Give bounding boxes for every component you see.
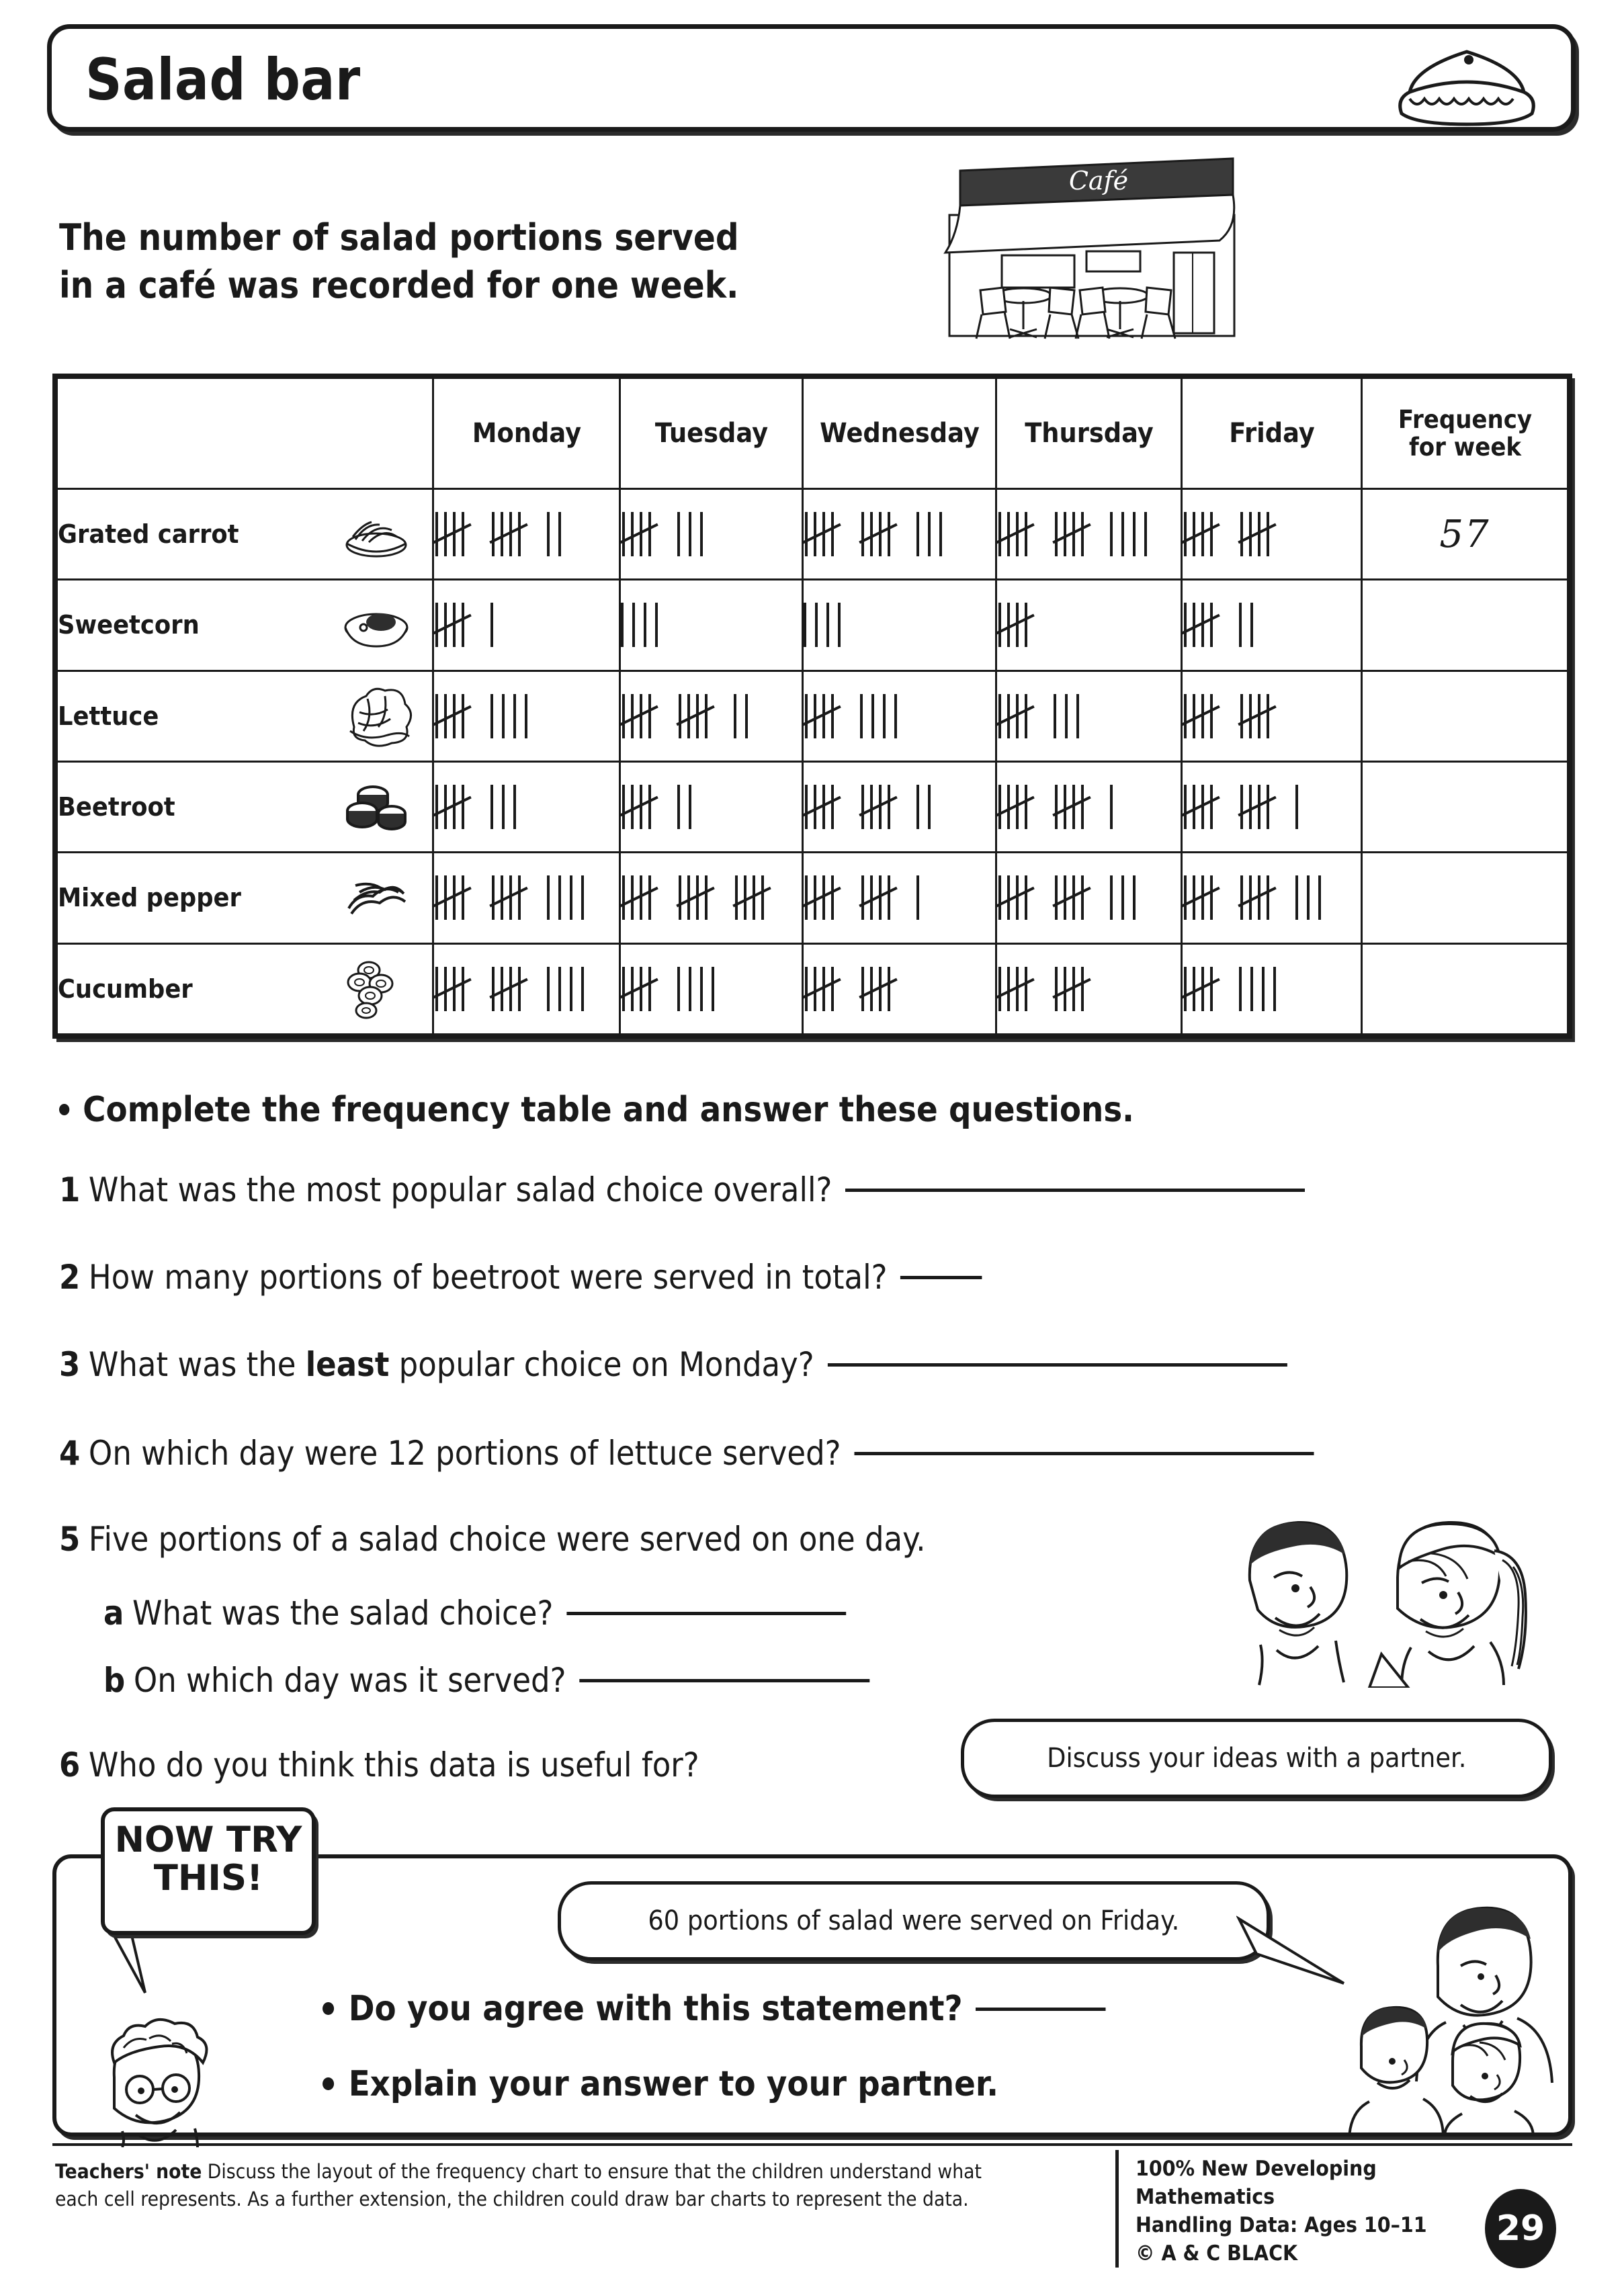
tally-marks: [434, 763, 619, 851]
column-header-frequency: [1370, 378, 1559, 489]
tally-marks: [1183, 490, 1361, 578]
table-row: [57, 580, 1568, 671]
tally-group-of-five: [621, 875, 663, 920]
tally-group-of-five: [621, 785, 663, 829]
now-try-this-bullet-2: [323, 2064, 998, 2104]
tally-marks: [804, 490, 995, 578]
tally-marks: [621, 672, 802, 761]
row-label-cell: [57, 489, 433, 580]
table-body: [57, 489, 1568, 1035]
tally-group-of-five: [1054, 967, 1095, 1011]
tally-singles: [916, 875, 919, 920]
tally-marks: [621, 853, 802, 942]
tally-cell-tuesday[interactable]: [620, 671, 803, 761]
tally-marks: [434, 853, 619, 942]
question-3: [59, 1345, 1287, 1384]
grated-carrot-icon: [339, 503, 413, 565]
tally-cell-wednesday[interactable]: [803, 943, 996, 1034]
now-try-this-answer-line[interactable]: [976, 2008, 1106, 2011]
question-5b-text: On which day was it served?: [133, 1661, 566, 1700]
now-try-this-bullet-1: [323, 1989, 1106, 2029]
column-header-friday: Friday: [1189, 378, 1355, 489]
page-title: Salad bar: [85, 46, 361, 114]
statement-bubble-text: 60 portions of salad were served on Friday.: [648, 1905, 1180, 1936]
tally-singles: [490, 785, 516, 829]
bullet-dot-icon: [59, 1104, 69, 1115]
tally-group-of-five: [1183, 512, 1224, 556]
boy-and-girl-illustration: [1209, 1486, 1572, 1688]
tally-group-of-five: [1239, 785, 1281, 829]
tally-singles: [490, 694, 527, 738]
tally-cell-wednesday[interactable]: [803, 580, 996, 671]
tally-cell-monday[interactable]: [433, 761, 620, 852]
pie-dish-icon: [1390, 34, 1544, 128]
tally-group-of-five: [621, 694, 663, 738]
tally-singles: [1110, 785, 1113, 829]
frequency-cell[interactable]: [1362, 761, 1568, 852]
tally-group-of-five: [490, 967, 532, 1011]
tally-group-of-five: [1183, 967, 1224, 1011]
tally-group-of-five: [434, 603, 476, 647]
publisher-line-1: 100% New Developing Mathematics: [1136, 2157, 1377, 2209]
frequency-header-line-1: Frequency: [1398, 404, 1532, 434]
question-5-text: Five portions of a salad choice were served on one day.: [88, 1520, 926, 1559]
tally-cell-thursday[interactable]: [996, 943, 1182, 1034]
tally-cell-thursday[interactable]: [996, 580, 1182, 671]
frequency-header-line-2: for week: [1408, 433, 1521, 462]
corner-cell: [57, 378, 433, 489]
question-1-number: 1: [59, 1170, 81, 1209]
instruction-line: [59, 1090, 1134, 1130]
tally-marks: [997, 672, 1181, 761]
tally-cell-wednesday[interactable]: [803, 853, 996, 943]
tally-group-of-five: [734, 875, 775, 920]
frequency-table: [52, 374, 1572, 1039]
row-label-cell: [57, 671, 433, 761]
table-header-row: [57, 378, 1568, 489]
question-5a-answer-line[interactable]: [566, 1612, 846, 1615]
question-6-number: 6: [59, 1746, 81, 1784]
cafe-storefront-illustration: [937, 153, 1246, 351]
question-3-text-after: popular choice on Monday?: [389, 1345, 814, 1384]
tally-group-of-five: [804, 512, 845, 556]
tally-marks: [997, 945, 1181, 1033]
question-1: [59, 1170, 1305, 1209]
tally-group-of-five: [804, 967, 845, 1011]
tally-singles: [1110, 875, 1136, 920]
table-row: [57, 943, 1568, 1034]
tally-group-of-five: [997, 512, 1039, 556]
question-4-answer-line[interactable]: [854, 1452, 1314, 1455]
column-header-tuesday: Tuesday: [627, 378, 795, 489]
tally-marks: [434, 490, 619, 578]
teachers-note-text: Discuss the layout of the frequency chart to ensure that the children understand what each cell represents. As a further extension, the children could draw bar charts to represent the data.: [55, 2160, 982, 2211]
question-1-answer-line[interactable]: [845, 1189, 1305, 1192]
tally-group-of-five: [1183, 603, 1224, 647]
tally-cell-friday[interactable]: [1182, 853, 1362, 943]
tally-singles: [1295, 785, 1298, 829]
page-title-bar: [47, 24, 1576, 132]
mixed-pepper-icon: [339, 867, 413, 929]
tally-group-of-five: [860, 967, 902, 1011]
tally-marks: [997, 580, 1181, 669]
question-4-text: On which day were 12 portions of lettuce served?: [88, 1434, 841, 1473]
tally-group-of-five: [860, 875, 902, 920]
intro-text: [59, 214, 845, 310]
tally-singles: [1239, 967, 1276, 1011]
tally-group-of-five: [1239, 512, 1281, 556]
tally-marks: [621, 580, 802, 669]
footer-divider: [52, 2143, 1572, 2146]
tally-marks: [621, 490, 802, 578]
question-3-number: 3: [59, 1345, 81, 1384]
page-number-badge: 29: [1485, 2189, 1556, 2268]
tally-group-of-five: [1054, 512, 1095, 556]
row-label-text: Grated carrot: [58, 519, 239, 550]
tally-cell-friday[interactable]: [1182, 489, 1362, 580]
tally-cell-monday[interactable]: [433, 580, 620, 671]
tally-marks: [434, 945, 619, 1033]
question-5b: [103, 1661, 869, 1700]
tally-group-of-five: [804, 875, 845, 920]
tally-group-of-five: [434, 785, 476, 829]
teachers-note: [55, 2158, 1007, 2213]
row-label-cell: [57, 761, 433, 852]
publisher-line-3: © A & C BLACK: [1136, 2241, 1298, 2266]
now-try-this-tag: [101, 1807, 316, 1935]
row-label-cell: [57, 853, 433, 943]
tally-marks: [804, 853, 995, 942]
tally-cell-friday[interactable]: [1182, 580, 1362, 671]
question-2-text: How many portions of beetroot were served in total?: [88, 1258, 888, 1297]
discuss-bubble-text: Discuss your ideas with a partner.: [1046, 1743, 1467, 1774]
tally-group-of-five: [997, 694, 1039, 738]
tally-singles: [547, 875, 584, 920]
tally-singles: [1054, 694, 1079, 738]
table-row: [57, 761, 1568, 852]
man-boy-girl-illustration: [1297, 1881, 1579, 2137]
tally-group-of-five: [434, 694, 476, 738]
tally-group-of-five: [677, 875, 719, 920]
discuss-bubble: [961, 1719, 1552, 1798]
tally-marks: [804, 945, 995, 1033]
tally-singles: [916, 785, 931, 829]
tally-cell-thursday[interactable]: [996, 853, 1182, 943]
tally-group-of-five: [997, 603, 1039, 647]
question-4: [59, 1434, 1314, 1473]
tally-group-of-five: [434, 967, 476, 1011]
now-try-this-bullet-2-text: Explain your answer to your partner.: [348, 2064, 999, 2104]
tally-group-of-five: [804, 694, 845, 738]
question-3-emphasis: least: [305, 1345, 390, 1384]
tally-cell-tuesday[interactable]: [620, 853, 803, 943]
tally-marks: [1183, 672, 1361, 761]
tally-cell-wednesday[interactable]: [803, 489, 996, 580]
tally-marks: [997, 853, 1181, 942]
column-header-wednesday: Wednesday: [810, 378, 988, 489]
question-5b-answer-line[interactable]: [579, 1679, 869, 1682]
question-3-text-before: What was the: [88, 1345, 306, 1384]
tally-group-of-five: [621, 512, 663, 556]
column-header-monday: Monday: [441, 378, 613, 489]
tally-singles: [677, 967, 714, 1011]
tally-cell-monday[interactable]: [433, 671, 620, 761]
sweetcorn-bowl-icon: [339, 594, 413, 656]
row-label-cell: [57, 943, 433, 1034]
question-4-number: 4: [59, 1434, 81, 1473]
cucumber-slices-icon: [339, 958, 413, 1020]
bullet-dot-icon: [323, 2002, 334, 2015]
intro-line-1: The number of salad portions served: [59, 216, 739, 259]
statement-bubble: [558, 1881, 1270, 1961]
tally-cell-monday[interactable]: [433, 943, 620, 1034]
tally-cell-monday[interactable]: [433, 489, 620, 580]
column-header-thursday: Thursday: [1004, 378, 1174, 489]
tally-group-of-five: [677, 694, 719, 738]
teachers-note-label: Teachers' note: [55, 2160, 202, 2183]
table-row: [57, 489, 1568, 580]
tally-group-of-five: [490, 512, 532, 556]
tally-cell-friday[interactable]: [1182, 943, 1362, 1034]
frequency-cell[interactable]: [1362, 853, 1568, 943]
tally-group-of-five: [1054, 785, 1095, 829]
tally-marks: [1183, 580, 1361, 669]
tally-marks: [621, 763, 802, 851]
tally-singles: [804, 603, 841, 647]
row-label-text: Lettuce: [58, 701, 159, 731]
tally-group-of-five: [1239, 694, 1281, 738]
question-2-answer-line[interactable]: [900, 1276, 982, 1279]
question-5: [59, 1520, 926, 1559]
now-try-this-line-2: THIS!: [153, 1858, 263, 1899]
intro-line-2: in a café was recorded for one week.: [59, 264, 739, 307]
tally-group-of-five: [434, 875, 476, 920]
frequency-cell[interactable]: [1362, 671, 1568, 761]
frequency-cell[interactable]: [1362, 943, 1568, 1034]
tally-marks: [804, 580, 995, 669]
tally-singles: [1239, 603, 1253, 647]
question-3-answer-line[interactable]: [827, 1363, 1287, 1367]
tally-group-of-five: [997, 875, 1039, 920]
tally-singles: [547, 512, 561, 556]
row-label-text: Mixed pepper: [58, 883, 241, 913]
beetroot-slices-icon: [339, 776, 413, 838]
row-label-cell: [57, 580, 433, 671]
svg-text:Café: Café: [1068, 166, 1129, 196]
question-5b-letter: b: [103, 1661, 126, 1700]
tally-group-of-five: [997, 967, 1039, 1011]
publisher-line-2: Handling Data: Ages 10–11: [1136, 2212, 1427, 2237]
tally-marks: [804, 672, 995, 761]
tally-group-of-five: [804, 785, 845, 829]
now-try-this-line-1: NOW TRY: [114, 1819, 302, 1860]
row-label-text: Sweetcorn: [58, 610, 200, 640]
question-5a-letter: a: [103, 1594, 124, 1633]
tally-group-of-five: [1183, 694, 1224, 738]
publisher-info: [1136, 2155, 1519, 2268]
question-1-text: What was the most popular salad choice overall?: [88, 1170, 832, 1209]
frequency-cell[interactable]: [1362, 580, 1568, 671]
tally-marks: [804, 763, 995, 851]
tally-group-of-five: [997, 785, 1039, 829]
table-row: [57, 671, 1568, 761]
tally-group-of-five: [1183, 785, 1224, 829]
tally-cell-tuesday[interactable]: [620, 761, 803, 852]
tally-singles: [621, 603, 658, 647]
frequency-cell[interactable]: 57: [1362, 489, 1568, 580]
tally-group-of-five: [621, 967, 663, 1011]
question-5-number: 5: [59, 1520, 81, 1559]
tally-marks: [997, 763, 1181, 851]
tally-group-of-five: [434, 512, 476, 556]
tally-marks: [1183, 945, 1361, 1033]
now-try-this-bullet-1-text: Do you agree with this statement?: [348, 1989, 963, 2029]
tally-singles: [677, 785, 691, 829]
tally-marks: [1183, 763, 1361, 851]
tally-marks: [434, 580, 619, 669]
tally-cell-friday[interactable]: [1182, 761, 1362, 852]
tally-marks: [997, 490, 1181, 578]
tally-cell-friday[interactable]: [1182, 671, 1362, 761]
question-5a-text: What was the salad choice?: [132, 1594, 554, 1633]
tally-cell-wednesday[interactable]: [803, 761, 996, 852]
tally-group-of-five: [1183, 875, 1224, 920]
tally-singles: [734, 694, 748, 738]
tally-group-of-five: [860, 785, 902, 829]
tally-marks: [621, 945, 802, 1033]
tally-group-of-five: [860, 512, 902, 556]
tally-marks: [434, 672, 619, 761]
tally-cell-tuesday[interactable]: [620, 489, 803, 580]
question-5a: [103, 1594, 846, 1633]
question-2: [59, 1258, 982, 1297]
question-2-number: 2: [59, 1258, 81, 1297]
tally-cell-thursday[interactable]: [996, 761, 1182, 852]
row-label-text: Beetroot: [58, 792, 175, 822]
tally-singles: [490, 603, 493, 647]
instruction-text: Complete the frequency table and answer these questions.: [83, 1090, 1134, 1130]
tally-group-of-five: [1239, 875, 1281, 920]
tally-singles: [860, 694, 897, 738]
tally-group-of-five: [490, 875, 532, 920]
tally-cell-tuesday[interactable]: [620, 580, 803, 671]
tally-singles: [677, 512, 703, 556]
tally-singles: [916, 512, 942, 556]
tally-singles: [547, 967, 584, 1011]
lettuce-icon: [339, 685, 413, 747]
tally-cell-tuesday[interactable]: [620, 943, 803, 1034]
tally-group-of-five: [1054, 875, 1095, 920]
tally-singles: [1110, 512, 1147, 556]
tally-marks: [1183, 853, 1361, 942]
tally-cell-thursday[interactable]: [996, 489, 1182, 580]
tally-cell-monday[interactable]: [433, 853, 620, 943]
boy-with-glasses-illustration: [87, 2016, 228, 2147]
table-row: [57, 853, 1568, 943]
footer-vertical-divider: [1115, 2150, 1119, 2268]
question-6: [59, 1746, 699, 1784]
tally-cell-thursday[interactable]: [996, 671, 1182, 761]
tally-singles: [1295, 875, 1321, 920]
question-6-text: Who do you think this data is useful for?: [88, 1746, 699, 1784]
tally-cell-wednesday[interactable]: [803, 671, 996, 761]
row-label-text: Cucumber: [58, 974, 193, 1004]
bullet-dot-icon: [323, 2077, 334, 2090]
